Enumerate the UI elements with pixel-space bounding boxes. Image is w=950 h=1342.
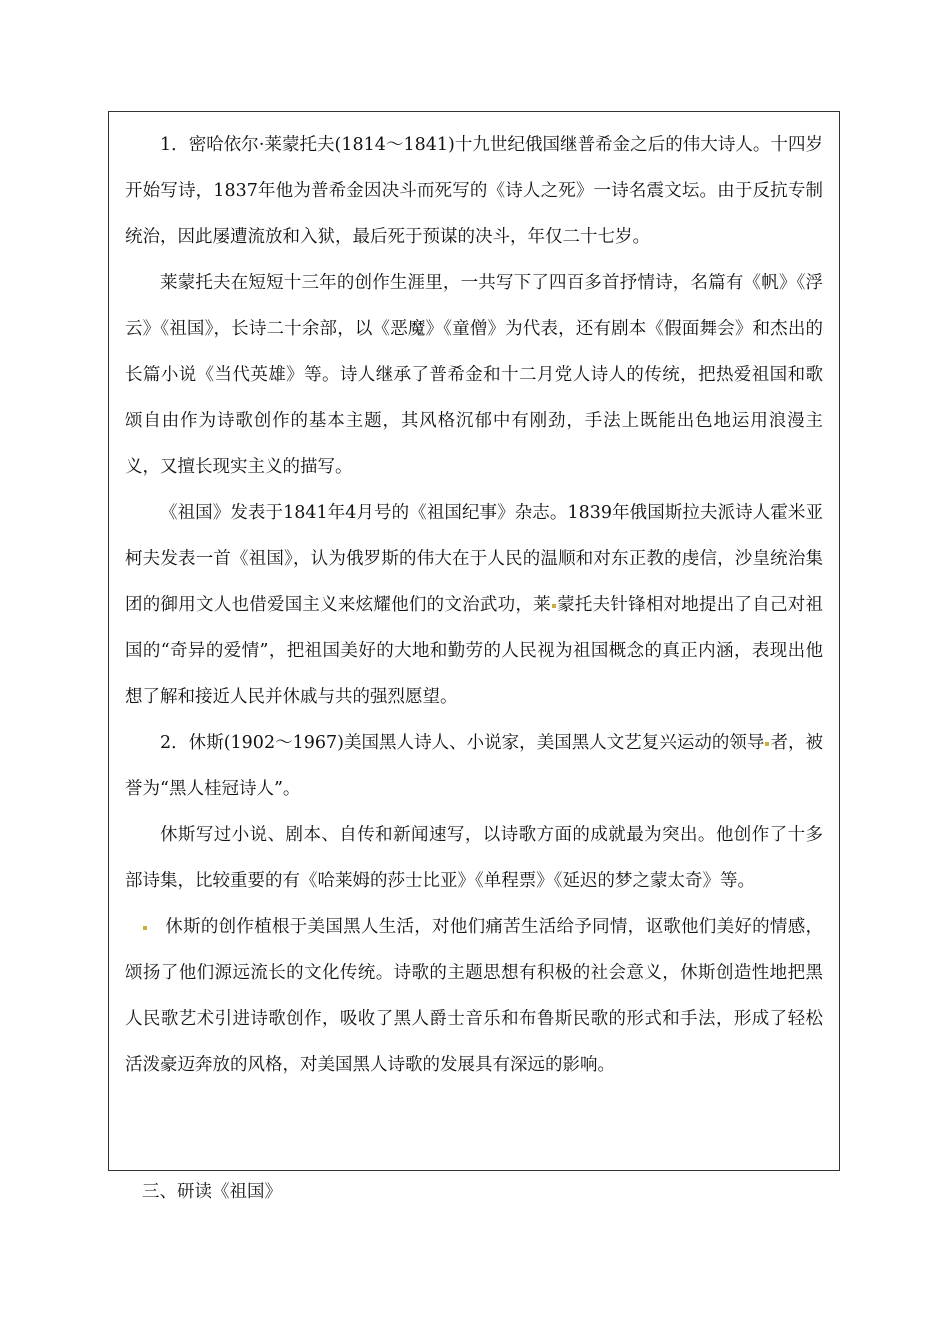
marker-dot: [143, 926, 147, 930]
paragraph-motherland-background: [125, 490, 823, 720]
paragraph-motherland-part2: 蒙托夫针锋相对地提出了自己对祖国的“奇异的爱情”，把祖国美好的大地和勤劳的人民视为祖国概念的真正内涵，表现出他想了解和接近人民并休戚与共的强烈愿望。: [125, 595, 824, 707]
content-box: [108, 111, 840, 1171]
paragraph-lermontov-bio: 1．密哈依尔·莱蒙托夫(1814～1841)十九世纪俄国继普希金之后的伟大诗人。十四岁开始写诗，1837年他为普希金因决斗而死写的《诗人之死》一诗名震文坛。由于反抗专制统治，因此屡遭流放和入狱，最后死于预谋的决斗，年仅二十七岁。: [125, 135, 823, 247]
paragraph-hughes-part2: 者，被誉为“黑人桂冠诗人”。: [125, 733, 824, 799]
section-heading: 三、研读《祖国》: [142, 1182, 282, 1202]
paragraph-hughes-style: [125, 904, 823, 1088]
marker-dot: [765, 742, 769, 746]
paragraph-hughes-bio: [125, 720, 823, 812]
paragraph-hughes-part1: 2．休斯(1902～1967)美国黑人诗人、小说家，美国黑人文艺复兴运动的领导: [160, 733, 765, 753]
paragraph-hughes-style-text: 休斯的创作植根于美国黑人生活，对他们痛苦生活给予同情，讴歌他们美好的情感，颂扬了他们源远流长的文化传统。诗歌的主题思想有积极的社会意义，休斯创造性地把黑人民歌艺术引进诗歌创作，吸收了黑人爵士音乐和布鲁斯民歌的形式和手法，形成了轻松活泼豪迈奔放的风格，对美国黑人诗歌的发展具有深远的影响。: [125, 917, 823, 1075]
paragraph-lermontov-works: 莱蒙托夫在短短十三年的创作生涯里，一共写下了四百多首抒情诗，名篇有《帆》《浮云》《祖国》，长诗二十余部，以《恶魔》《童僧》为代表，还有剧本《假面舞会》和杰出的长篇小说《当代英雄》等。诗人继承了普希金和十二月党人诗人的传统，把热爱祖国和歌颂自由作为诗歌创作的基本主题，其风格沉郁中有刚劲，手法上既能出色地运用浪漫主义，又擅长现实主义的描写。: [125, 273, 823, 477]
paragraph-hughes-works: 休斯写过小说、剧本、自传和新闻速写，以诗歌方面的成就最为突出。他创作了十多部诗集，比较重要的有《哈莱姆的莎士比亚》《单程票》《延迟的梦之蒙太奇》等。: [125, 825, 823, 891]
paragraph-motherland-part1: 《祖国》发表于1841年4月号的《祖国纪事》杂志。1839年俄国斯拉夫派诗人霍米亚柯夫发表一首《祖国》，认为俄罗斯的伟大在于人民的温顺和对东正教的虔信，沙皇统治集团的御用文人也借爱国主义来炫耀他们的文治武功，莱: [125, 503, 823, 615]
marker-dot: [552, 604, 556, 608]
